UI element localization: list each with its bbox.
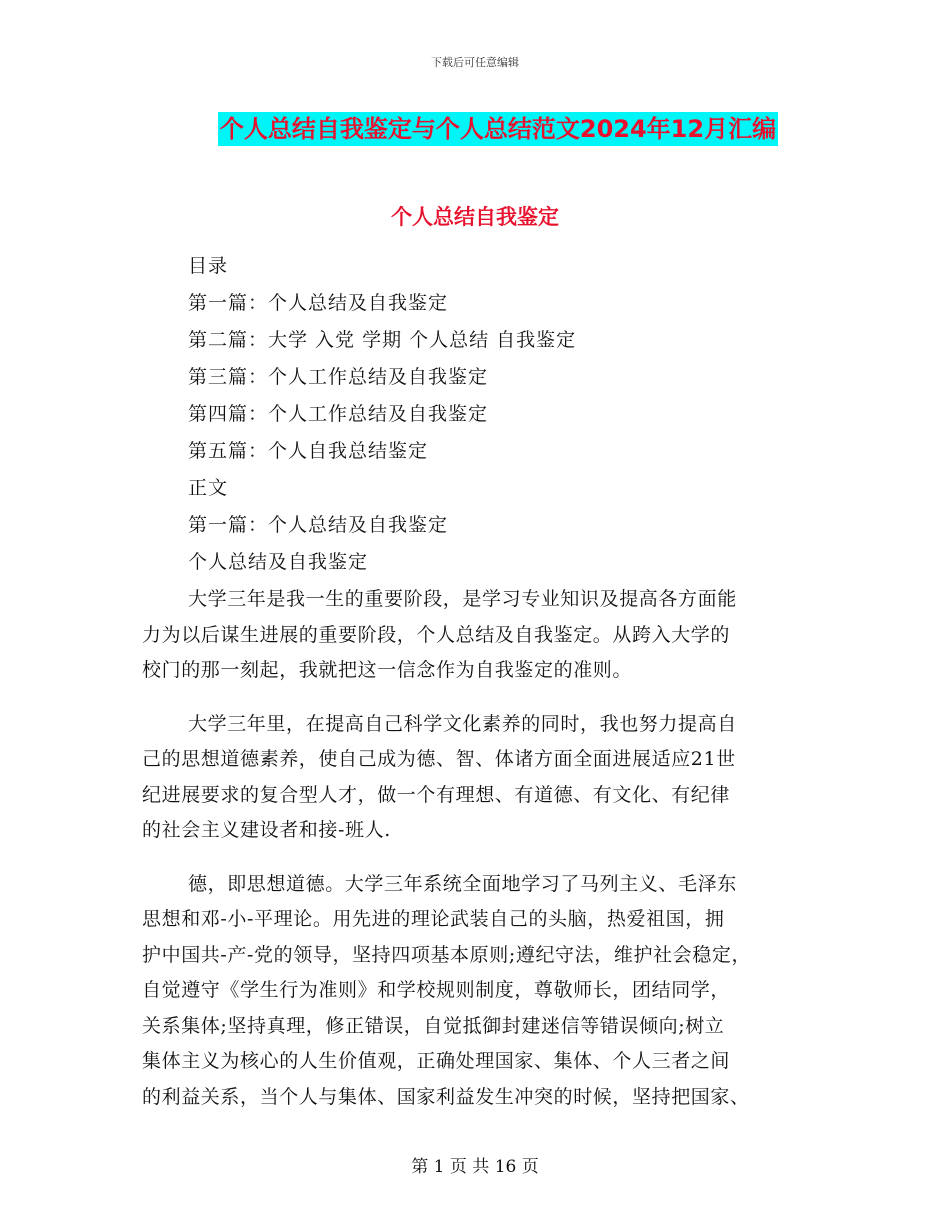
section-heading: 第一篇：个人总结及自我鉴定 [188,514,449,536]
toc-item: 第二篇：大学 入党 学期 个人总结 自我鉴定 [188,329,577,351]
text-line: 的社会主义建设者和接-班人. [142,819,391,841]
page-footer: 第 1 页 共 16 页 [411,1157,539,1177]
text-line: 德，即思想道德。大学三年系统全面地学习了马列主义、毛泽东 [188,872,737,895]
body-text [142,582,832,1133]
text-line: 护中国共-产-党的领导，坚持四项基本原则;遵纪守法，维护社会稳定， [142,943,752,966]
paragraph [142,582,832,689]
main-title: 个人总结自我鉴定与个人总结范文2024年12月汇编 [218,112,778,146]
text-line: 思想和邓-小-平理论。用先进的理论武装自己的头脑，热爱祖国，拥 [142,908,725,930]
text-line: 的利益关系，当个人与集体、国家利益发生冲突的时候，坚持把国家、 [142,1085,750,1108]
paragraph [142,867,832,1116]
toc-item: 第五篇：个人自我总结鉴定 [188,440,429,462]
paragraph [142,707,832,849]
table-of-contents [188,248,576,581]
sub-title: 个人总结自我鉴定 [391,205,559,229]
header-note: 下载后可任意编辑 [431,56,519,69]
body-heading: 正文 [188,477,229,499]
main-title-wrap [0,112,950,146]
text-line: 大学三年里，在提高自己科学文化素养的同时，我也努力提高自 [188,712,737,735]
toc-heading: 目录 [188,255,229,277]
toc-item: 第四篇：个人工作总结及自我鉴定 [188,403,489,425]
text-line: 自觉遵守《学生行为准则》和学校规则制度，尊敬师长，团结同学， [142,979,731,1001]
text-line: 关系集体;坚持真理，修正错误，自觉抵御封建迷信等错误倾向;树立 [142,1014,725,1037]
text-line: 己的思想道德素养，使自己成为德、智、体诸方面全面进展适应21世 [142,748,736,770]
text-line: 力为以后谋生进展的重要阶段，个人总结及自我鉴定。从跨入大学的 [142,623,731,646]
text-line: 纪进展要求的复合型人才，做一个有理想、有道德、有文化、有纪律 [142,783,731,806]
toc-item: 第一篇：个人总结及自我鉴定 [188,292,449,314]
section-subheading: 个人总结及自我鉴定 [188,551,369,573]
text-line: 大学三年是我一生的重要阶段，是学习专业知识及提高各方面能 [188,588,737,610]
text-line: 校门的那一刻起，我就把这一信念作为自我鉴定的准则。 [142,659,633,681]
toc-item: 第三篇：个人工作总结及自我鉴定 [188,366,489,388]
text-line: 集体主义为核心的人生价值观，正确处理国家、集体、个人三者之间 [142,1050,731,1072]
